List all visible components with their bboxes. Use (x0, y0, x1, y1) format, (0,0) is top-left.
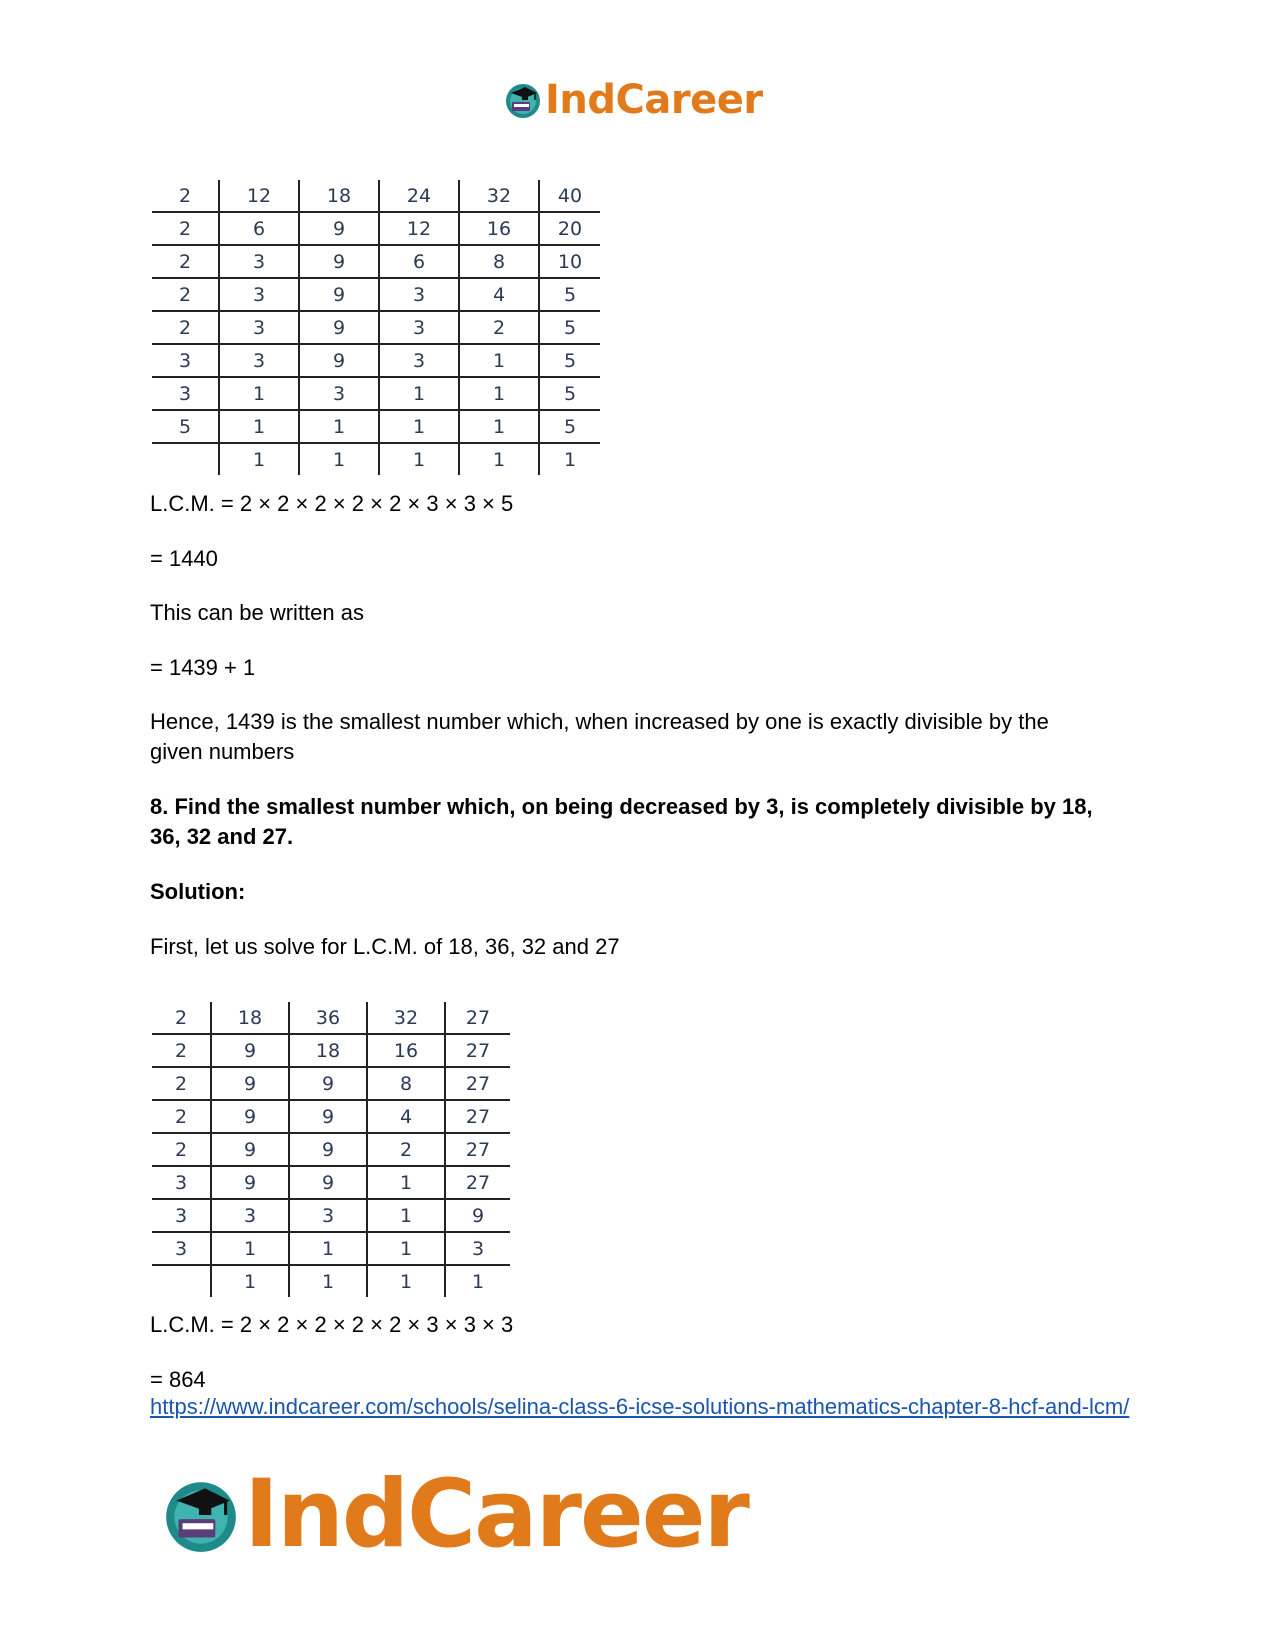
solution-intro: First, let us solve for L.C.M. of 18, 36, 32 and 27 (150, 934, 620, 959)
quotient-cell: 3 (219, 278, 299, 311)
table-row (152, 410, 600, 443)
quotient-cell: 3 (379, 344, 459, 377)
table-row (152, 443, 600, 475)
header-logo (503, 77, 763, 123)
table-row (152, 1067, 510, 1100)
rewrite-note: This can be written as (150, 600, 364, 625)
quotient-cell: 27 (445, 1166, 510, 1199)
quotient-cell: 1 (219, 443, 299, 475)
quotient-cell: 4 (367, 1100, 445, 1133)
quotient-cell: 1 (379, 410, 459, 443)
quotient-cell: 12 (219, 180, 299, 212)
divisor-cell: 2 (152, 311, 219, 344)
quotient-cell: 3 (219, 344, 299, 377)
quotient-cell: 5 (539, 377, 600, 410)
quotient-cell: 1 (299, 443, 379, 475)
quotient-cell: 1 (367, 1265, 445, 1297)
question-8: 8. Find the smallest number which, on being decreased by 3, is completely divisible by 18, 36, 32 and 27. (150, 794, 1093, 849)
table-row (152, 1265, 510, 1297)
table-row (152, 311, 600, 344)
quotient-cell: 5 (539, 344, 600, 377)
quotient-cell: 9 (289, 1100, 367, 1133)
source-link[interactable]: https://www.indcareer.com/schools/selina-class-6-icse-solutions-mathematics-chapter-8-hcf-and-lcm/ (150, 1394, 1130, 1419)
table-row (152, 344, 600, 377)
lcm-expression: L.C.M. = 2 × 2 × 2 × 2 × 2 × 3 × 3 × 5 (150, 491, 514, 516)
quotient-cell: 1 (219, 410, 299, 443)
divisor-cell: 2 (152, 1133, 211, 1166)
divisor-cell (152, 1265, 211, 1297)
divisor-cell: 2 (152, 1002, 211, 1034)
graduation-cap-book-icon (503, 80, 543, 120)
table-row (152, 1100, 510, 1133)
quotient-cell: 1 (367, 1232, 445, 1265)
quotient-cell: 1 (211, 1232, 289, 1265)
quotient-cell: 9 (211, 1067, 289, 1100)
sum-expression: = 1439 + 1 (150, 655, 256, 680)
footer-logo (160, 1460, 748, 1569)
lcm-result: = 1440 (150, 546, 218, 571)
quotient-cell: 6 (379, 245, 459, 278)
quotient-cell: 18 (289, 1034, 367, 1067)
quotient-cell: 1 (379, 443, 459, 475)
table-row (152, 1133, 510, 1166)
solution-label: Solution: (150, 879, 246, 904)
table-row (152, 1034, 510, 1067)
quotient-cell: 1 (471, 1270, 485, 1293)
table-row (152, 1199, 510, 1232)
quotient-cell: 9 (299, 311, 379, 344)
quotient-cell: 18 (299, 180, 379, 212)
quotient-cell: 4 (459, 278, 539, 311)
lcm-expression-2: L.C.M. = 2 × 2 × 2 × 2 × 2 × 3 × 3 × 3 (150, 1312, 514, 1337)
quotient-cell: 1 (367, 1199, 445, 1232)
quotient-cell: 27 (445, 1100, 510, 1133)
table-row (152, 180, 600, 212)
quotient-cell: 9 (299, 278, 379, 311)
quotient-cell: 1 (459, 377, 539, 410)
quotient-cell: 9 (289, 1166, 367, 1199)
quotient-cell: 1 (289, 1265, 367, 1297)
quotient-cell: 16 (367, 1034, 445, 1067)
quotient-cell: 5 (539, 311, 600, 344)
quotient-cell: 36 (289, 1002, 367, 1034)
quotient-cell: 1 (379, 377, 459, 410)
divisor-cell: 3 (152, 377, 219, 410)
quotient-cell: 1 (459, 443, 539, 475)
quotient-cell: 9 (211, 1034, 289, 1067)
lcm-division-table-2 (152, 1002, 510, 1297)
table-row (152, 1232, 510, 1265)
graduation-cap-book-icon (160, 1474, 242, 1556)
quotient-cell: 9 (299, 212, 379, 245)
divisor-cell: 2 (152, 1067, 211, 1100)
divisor-cell: 2 (152, 180, 219, 212)
divisor-cell: 2 (152, 212, 219, 245)
quotient-cell: 9 (289, 1133, 367, 1166)
lcm-result-2: = 864 (150, 1367, 206, 1392)
quotient-cell: 8 (459, 245, 539, 278)
quotient-cell: 1 (211, 1265, 289, 1297)
logo-text: IndCareer (244, 1460, 748, 1569)
quotient-cell: 27 (445, 1034, 510, 1067)
quotient-cell: 3 (219, 245, 299, 278)
quotient-cell: 24 (379, 180, 459, 212)
conclusion-text: Hence, 1439 is the smallest number which, when increased by one is exactly divisible by the given numbers (150, 709, 1049, 764)
quotient-cell: 3 (211, 1199, 289, 1232)
quotient-cell: 5 (539, 410, 600, 443)
divisor-cell: 2 (152, 1034, 211, 1067)
quotient-cell: 2 (367, 1133, 445, 1166)
quotient-cell: 9 (211, 1133, 289, 1166)
divisor-cell: 2 (152, 278, 219, 311)
logo-text: IndCareer (545, 77, 763, 123)
quotient-cell: 1 (459, 410, 539, 443)
quotient-cell: 2 (459, 311, 539, 344)
quotient-cell: 6 (219, 212, 299, 245)
quotient-cell: 18 (211, 1002, 289, 1034)
table-row (152, 377, 600, 410)
quotient-cell: 3 (445, 1232, 510, 1265)
quotient-cell: 10 (539, 245, 600, 278)
quotient-cell: 1 (459, 344, 539, 377)
quotient-cell: 3 (219, 311, 299, 344)
quotient-cell: 3 (379, 311, 459, 344)
quotient-cell: 3 (299, 377, 379, 410)
quotient-cell: 8 (367, 1067, 445, 1100)
quotient-cell: 1 (299, 410, 379, 443)
quotient-cell: 1 (219, 377, 299, 410)
divisor-cell: 3 (152, 1232, 211, 1265)
quotient-cell: 9 (299, 245, 379, 278)
quotient-cell: 27 (445, 1067, 510, 1100)
divisor-cell: 3 (152, 1166, 211, 1199)
quotient-cell: 5 (539, 278, 600, 311)
table-row (152, 212, 600, 245)
table-row (152, 1166, 510, 1199)
quotient-cell: 1 (289, 1232, 367, 1265)
quotient-cell: 3 (379, 278, 459, 311)
divisor-cell: 3 (152, 1199, 211, 1232)
quotient-cell: 9 (445, 1199, 510, 1232)
quotient-cell: 32 (459, 180, 539, 212)
quotient-cell: 1 (563, 448, 577, 471)
quotient-cell: 27 (445, 1002, 510, 1034)
quotient-cell: 9 (299, 344, 379, 377)
divisor-cell: 5 (152, 410, 219, 443)
quotient-cell: 32 (367, 1002, 445, 1034)
quotient-cell: 9 (211, 1100, 289, 1133)
quotient-cell: 16 (459, 212, 539, 245)
table-row (152, 1002, 510, 1034)
quotient-cell: 12 (379, 212, 459, 245)
table-row (152, 278, 600, 311)
divisor-cell: 2 (152, 245, 219, 278)
divisor-cell: 3 (152, 344, 219, 377)
divisor-cell: 2 (152, 1100, 211, 1133)
table-row (152, 245, 600, 278)
quotient-cell: 3 (289, 1199, 367, 1232)
quotient-cell: 20 (539, 212, 600, 245)
quotient-cell: 40 (539, 180, 600, 212)
quotient-cell: 9 (289, 1067, 367, 1100)
divisor-cell (152, 443, 219, 475)
lcm-division-table-1 (152, 180, 600, 475)
quotient-cell: 9 (211, 1166, 289, 1199)
quotient-cell: 27 (445, 1133, 510, 1166)
quotient-cell: 1 (367, 1166, 445, 1199)
